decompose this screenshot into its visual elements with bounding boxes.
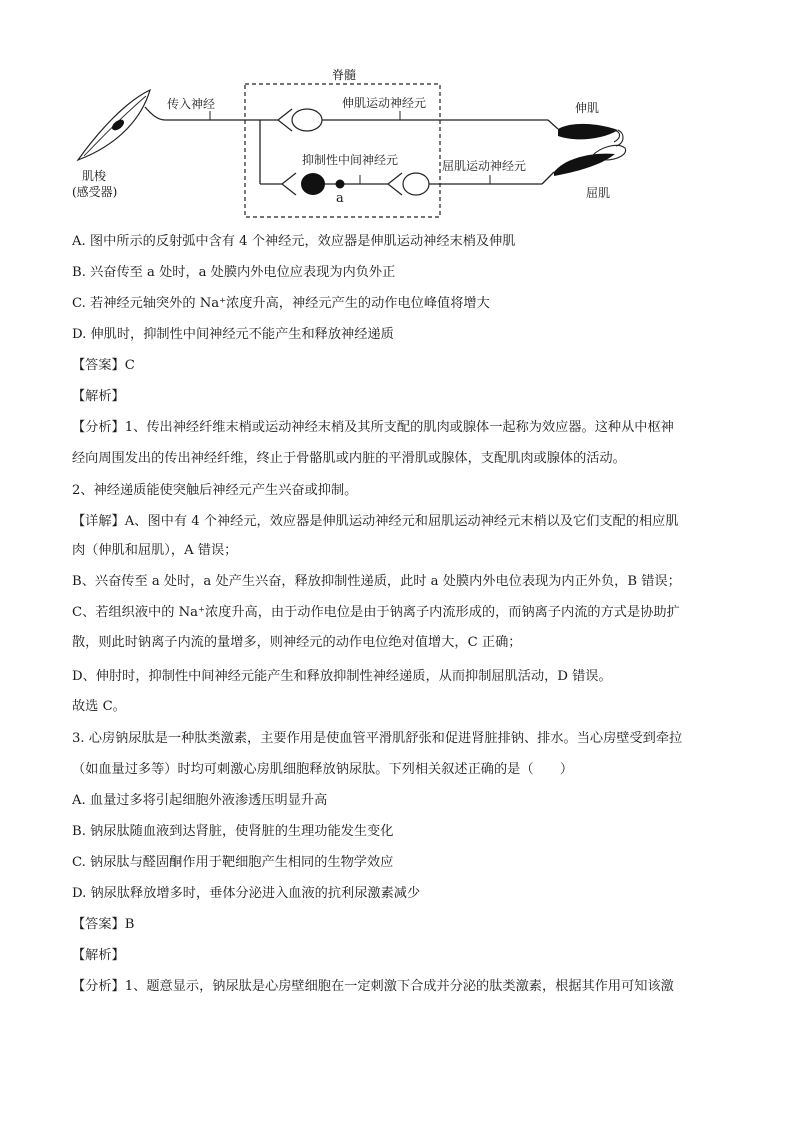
text-line: 【分析】1、题意显示，钠尿肽是心房壁细胞在一定刺激下合成并分泌的肽类激素，根据其作用可知该激: [72, 979, 674, 994]
extensor-motor-neuron-body: [292, 109, 322, 131]
flexor-muscle-shape: [554, 154, 615, 176]
label-extensor-muscle: 伸肌: [575, 101, 600, 115]
label-afferent-nerve: 传入神经: [167, 97, 216, 111]
text-line: 2、神经递质能使突触后神经元产生兴奋或抑制。: [72, 483, 358, 498]
text-line: 散，则此时钠离子内流的量增多，则神经元的动作电位绝对值增大，C 正确；: [72, 635, 522, 650]
text-line: 3. 心房钠尿肽是一种肽类激素，主要作用是使血管平滑肌舒张和促进肾脏排钠、排水。当心房壁受到牵拉: [72, 731, 683, 746]
text-line: 【解析】: [72, 389, 125, 404]
text-line: B. 兴奋传至 a 处时，a 处膜内外电位应表现为内负外正: [72, 265, 396, 280]
text-line: 【答案】B: [72, 917, 135, 932]
text-line: D. 钠尿肽释放增多时，垂体分泌进入血液的抗利尿激素减少: [72, 886, 421, 901]
flexor-motor-neuron-body: [403, 173, 429, 195]
text-line: D. 伸肌时，抑制性中间神经元不能产生和释放神经递质: [72, 327, 394, 342]
label-muscle-spindle: 肌梭: [82, 169, 107, 183]
text-line: B、兴奋传至 a 处时，a 处产生兴奋，释放抑制性递质，此时 a 处膜内外电位表现为内正外负，B 错误；: [72, 574, 681, 589]
spindle-nucleus: [110, 118, 126, 133]
text-line: 【详解】A、图中有 4 个神经元，效应器是伸肌运动神经元和屈肌运动神经元末梢以及它们支配的相应肌: [72, 514, 679, 529]
label-receptor: (感受器): [72, 185, 118, 199]
reflex-arc-diagram: [70, 62, 630, 222]
text-line: 故选 C。: [72, 699, 126, 714]
label-inhibitory-interneuron: 抑制性中间神经元: [302, 153, 399, 167]
text-line: C、若组织液中的 Na⁺浓度升高，由于动作电位是由于钠离子内流形成的，而钠离子内流的方式是协助扩: [72, 605, 680, 620]
text-line: 【答案】C: [72, 358, 135, 373]
text-line: （如血量过多等）时均可刺激心房肌细胞释放钠尿肽。下列相关叙述正确的是（ ）: [72, 762, 574, 777]
text-line: C. 若神经元轴突外的 Na⁺浓度升高，神经元产生的动作电位峰值将增大: [72, 296, 490, 311]
point-a-marker: [336, 180, 345, 189]
text-line: 经向周围发出的传出神经纤维，终止于骨骼肌或内脏的平滑肌或腺体，支配肌肉或腺体的活动。: [72, 451, 626, 466]
label-extensor-motor-neuron: 伸肌运动神经元: [342, 96, 427, 110]
label-flexor-motor-neuron: 屈肌运动神经元: [442, 159, 527, 173]
text-line: 【解析】: [72, 948, 125, 963]
label-flexor-muscle: 屈肌: [586, 186, 611, 200]
text-line: 【分析】1、传出神经纤维末梢或运动神经末梢及其所支配的肌肉或腺体一起称为效应器。这种从中枢神: [72, 420, 674, 435]
text-line: B. 钠尿肽随血液到达肾脏，使肾脏的生理功能发生变化: [72, 824, 394, 839]
label-point-a: a: [336, 191, 344, 206]
inhibitory-interneuron-body: [301, 173, 325, 195]
text-line: A. 血量过多将引起细胞外液渗透压明显升高: [72, 793, 328, 808]
text-line: A. 图中所示的反射弧中含有 4 个神经元，效应器是伸肌运动神经末梢及伸肌: [72, 234, 516, 249]
text-line: D、伸肘时，抑制性中间神经元能产生和释放抑制性神经递质，从而抑制屈肌活动，D 错误。: [72, 669, 612, 684]
text-line: 肉（伸肌和屈肌），A 错误；: [72, 543, 238, 558]
extensor-muscle-shape: [558, 124, 618, 140]
text-line: C. 钠尿肽与醛固酮作用于靶细胞产生相同的生物学效应: [72, 855, 394, 870]
label-spinal-cord: 脊髓: [332, 68, 357, 82]
